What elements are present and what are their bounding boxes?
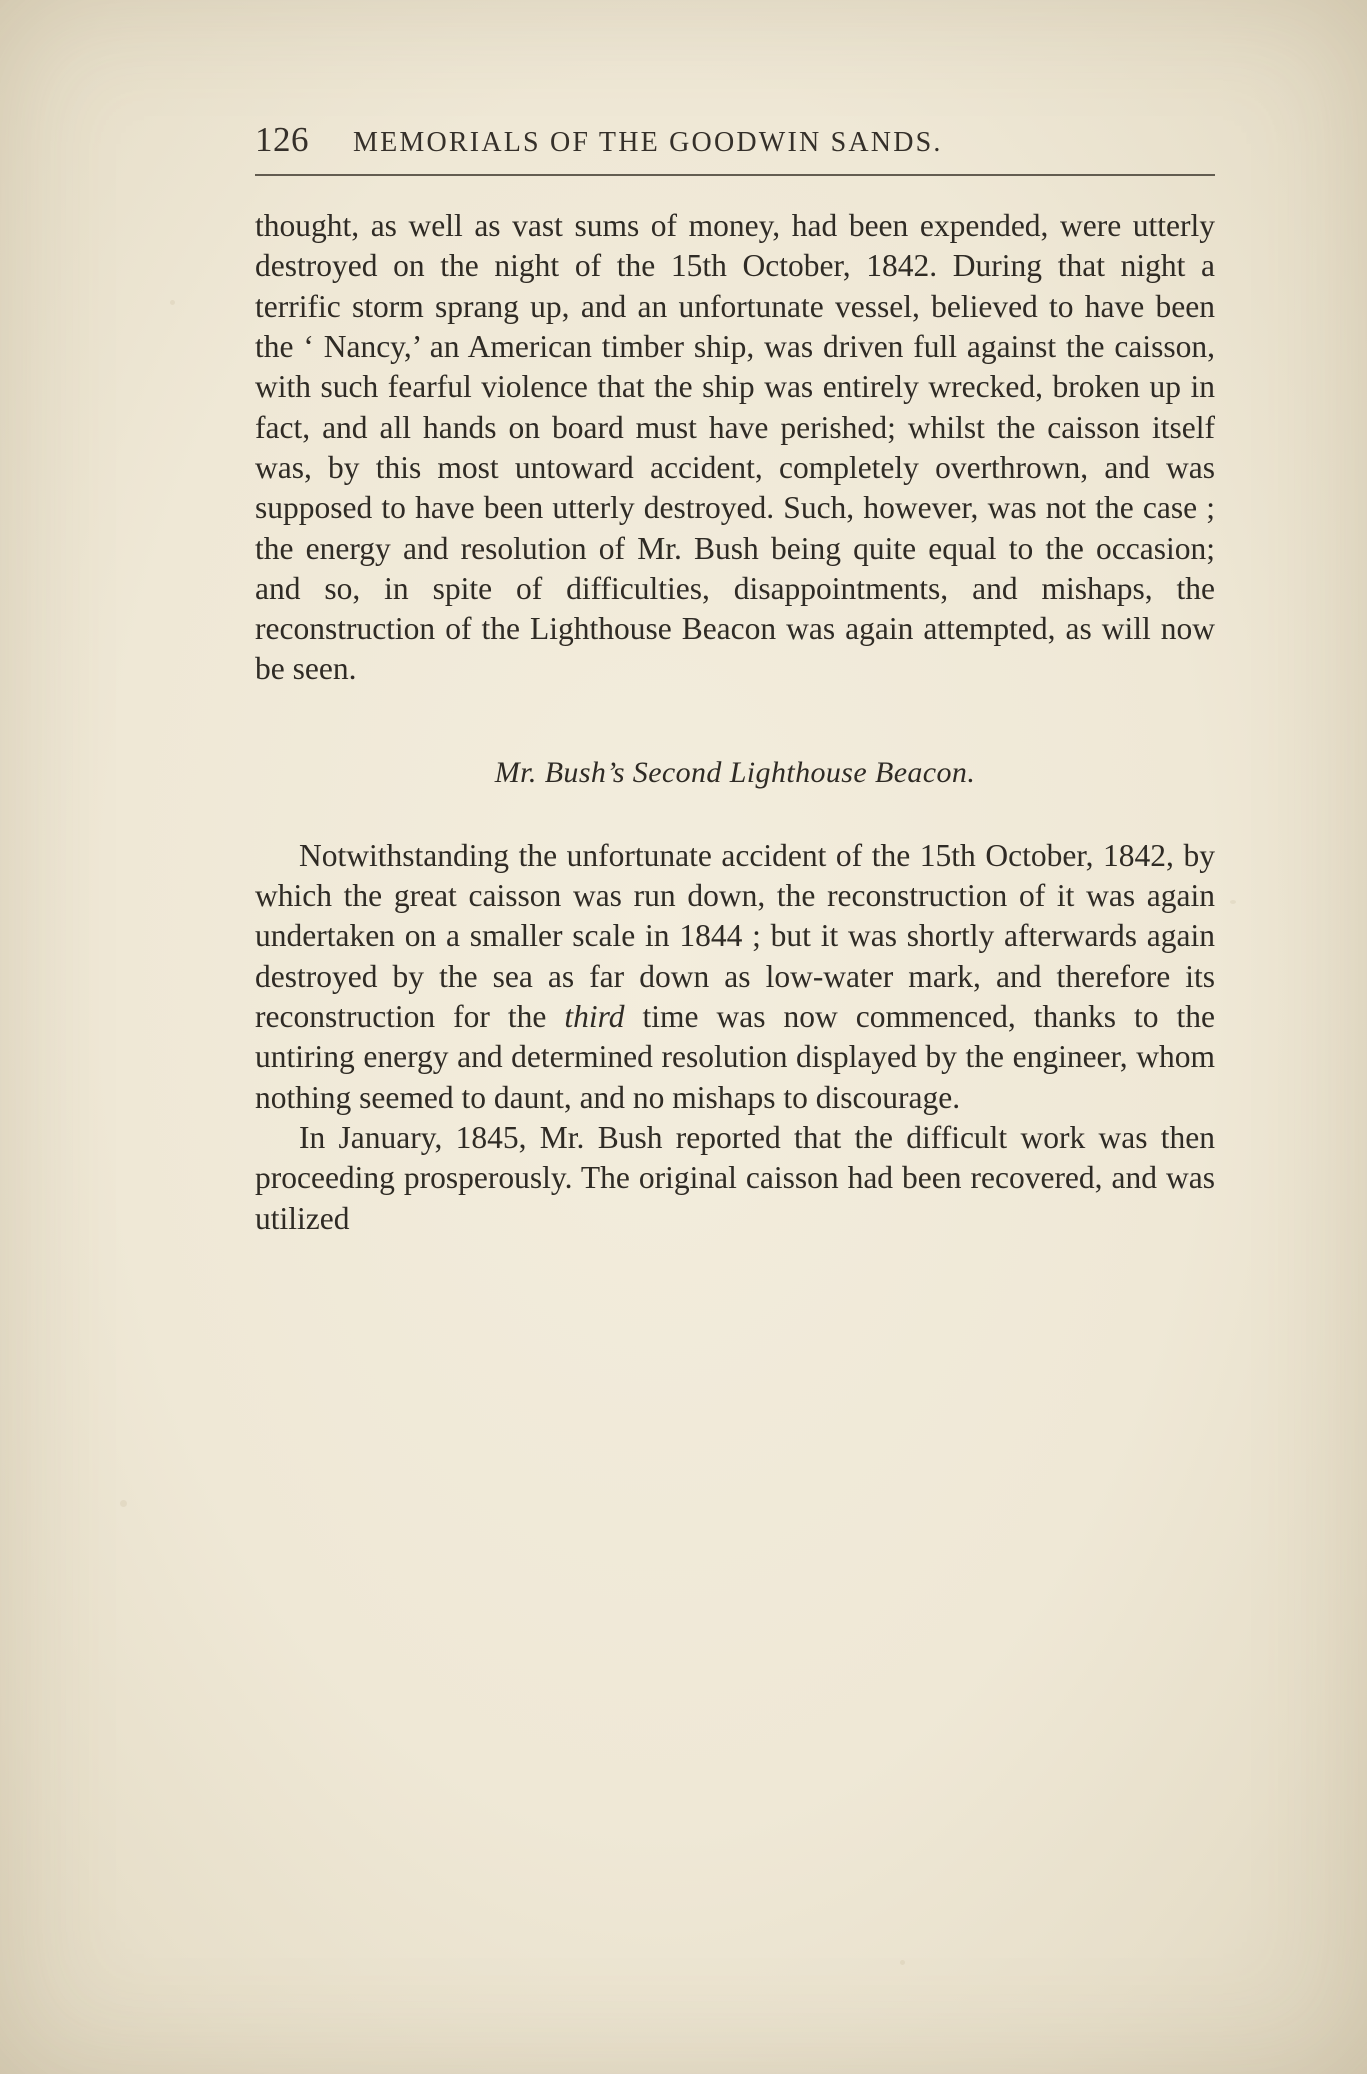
paragraph-second-part-b: time was now commenced, thanks to the untiring energy and determined resolution displayed by the engineer, whom nothing seemed to daunt, and no mishaps to discourage. — [255, 999, 1215, 1115]
paragraph-third: In January, 1845, Mr. Bush reported that the difficult work was then proceeding prosperously. The original caisson had been recovered, and was utilized — [255, 1119, 1215, 1236]
paper-speckle — [900, 1960, 905, 1965]
body-text — [255, 206, 1215, 690]
paper-speckle — [170, 300, 175, 305]
page-header — [255, 120, 1275, 160]
page-number: 126 — [255, 120, 309, 159]
paragraph-second-part-a: Notwithstanding the unfortunate accident of the 15th October, 1842, by which the great caisson was run down, the reconstruction of it was again undertaken on a smaller scale in 1844 ; but it was shortly afterwards again destroyed by the sea as far down as low-water mark, and therefore its reconstruction for the — [255, 837, 1215, 1034]
running-title: MEMORIALS OF THE GOODWIN SANDS. — [353, 127, 943, 158]
page-content — [255, 120, 1275, 1239]
paper-speckle — [120, 1500, 127, 1507]
header-rule — [255, 174, 1215, 176]
paragraph-continuation: thought, as well as vast sums of money, had been expended, were utterly destroyed on the night of the 15th October, 1842. During that night a terrific storm sprang up, and an unfortunate vessel, believed to have been the ‘ Nancy,’ an American timber ship, was driven full against the caisson, with such fearful violence that the ship was entirely wrecked, broken up in fact, and all hands on board must have perished; whilst the caisson itself was, by this most untoward accident, completely overthrown, and was supposed to have been utterly destroyed. Such, however, was not the case ; the energy and resolution of Mr. Bush being quite equal to the occasion; and so, in spite of difficulties, disappointments, and mishaps, the reconstruction of the Lighthouse Beacon was again attempted, as will now be seen. — [255, 208, 1215, 687]
body-text-lower — [255, 836, 1215, 1239]
paragraph-second — [255, 836, 1215, 1118]
section-heading: Mr. Bush’s Second Lighthouse Beacon. — [494, 755, 976, 789]
emphasis-third: third — [564, 999, 625, 1034]
